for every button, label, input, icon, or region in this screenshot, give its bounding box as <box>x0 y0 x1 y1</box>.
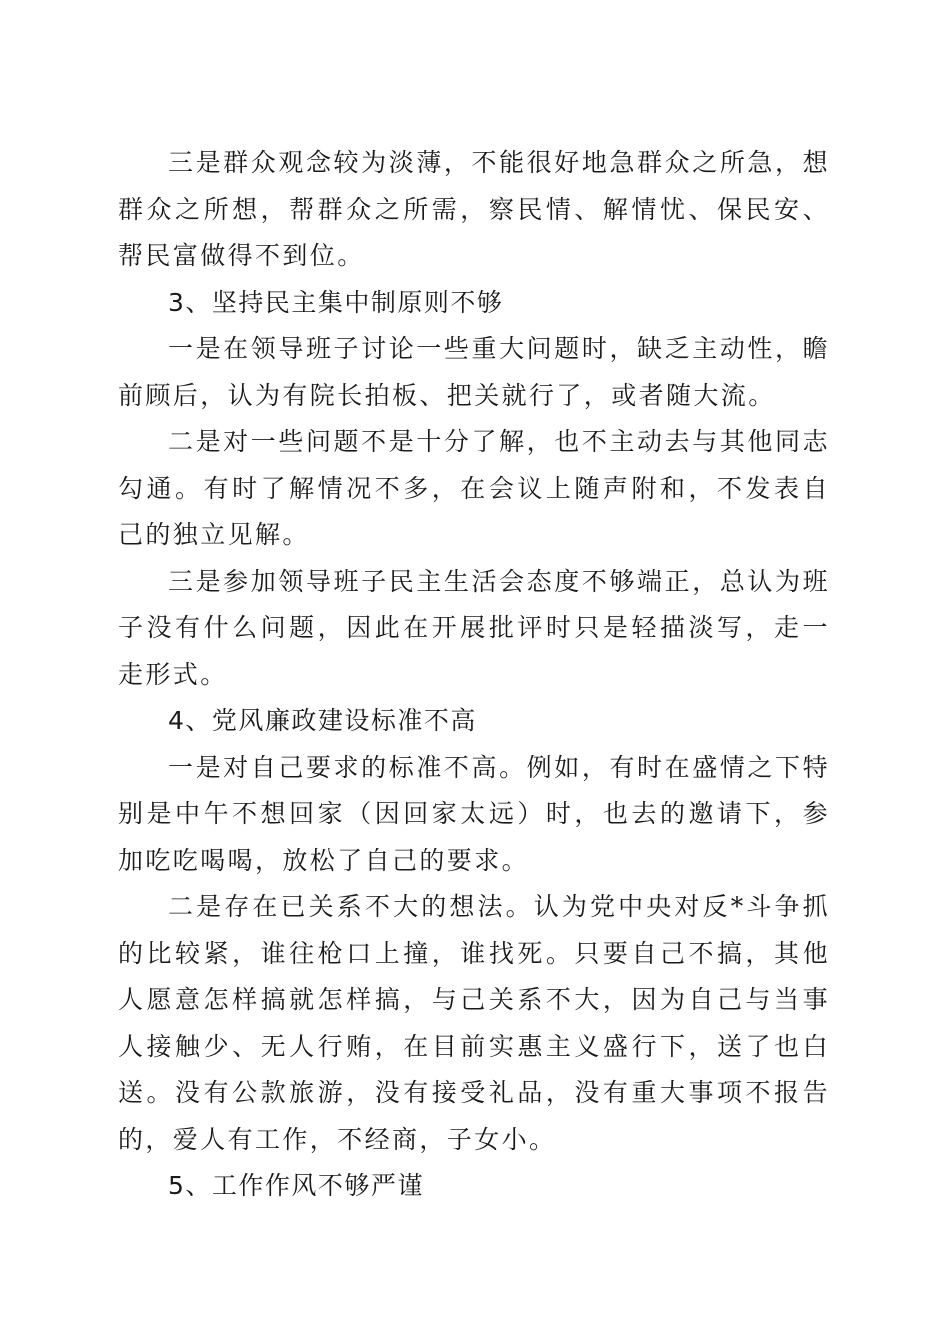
section-heading-5: 5、工作作风不够严谨 <box>168 1171 424 1200</box>
paragraph-self-standards: 一是对自己要求的标准不高。例如，有时在盛情之下特别是中午不想回家（因回家太远）时，也去的邀请下，参加吃吃喝喝，放松了自己的要求。 <box>118 752 830 875</box>
paragraph-leadership-discussion: 一是在领导班子讨论一些重大问题时，缺乏主动性，瞻前顾后，认为有院长拍板、把关就行了，或者随大流。 <box>118 334 830 410</box>
section-heading-4: 4、党风廉政建设标准不高 <box>168 706 477 735</box>
section-heading-3: 3、坚持民主集中制原则不够 <box>168 287 504 317</box>
document-body <box>118 140 830 1210</box>
paragraph-mass-awareness: 三是群众观念较为淡薄，不能很好地急群众之所急，想群众之所想，帮群众之所需，察民情、解情忧、保民安、帮民富做得不到位。 <box>118 148 830 270</box>
paragraph-anti-corruption: 二是存在已关系不大的想法。认为党中央对反*斗争抓的比较紧，谁往枪口上撞，谁找死。只要自己不搞，其他人愿意怎样搞就怎样搞，与己关系不大，因为自己与当事人接触少、无人行贿，在目前实惠主义盛行下，送了也白送。没有公款旅游，没有接受礼品，没有重大事项不报告的，爱人有工作，不经商，子女小。 <box>118 892 830 1154</box>
paragraph-democratic-life: 三是参加领导班子民主生活会态度不够端正，总认为班子没有什么问题，因此在开展批评时只是轻描淡写，走一走形式。 <box>118 566 830 689</box>
paragraph-communication: 二是对一些问题不是十分了解，也不主动去与其他同志勾通。有时了解情况不多，在会议上随声附和，不发表自己的独立见解。 <box>118 427 830 549</box>
